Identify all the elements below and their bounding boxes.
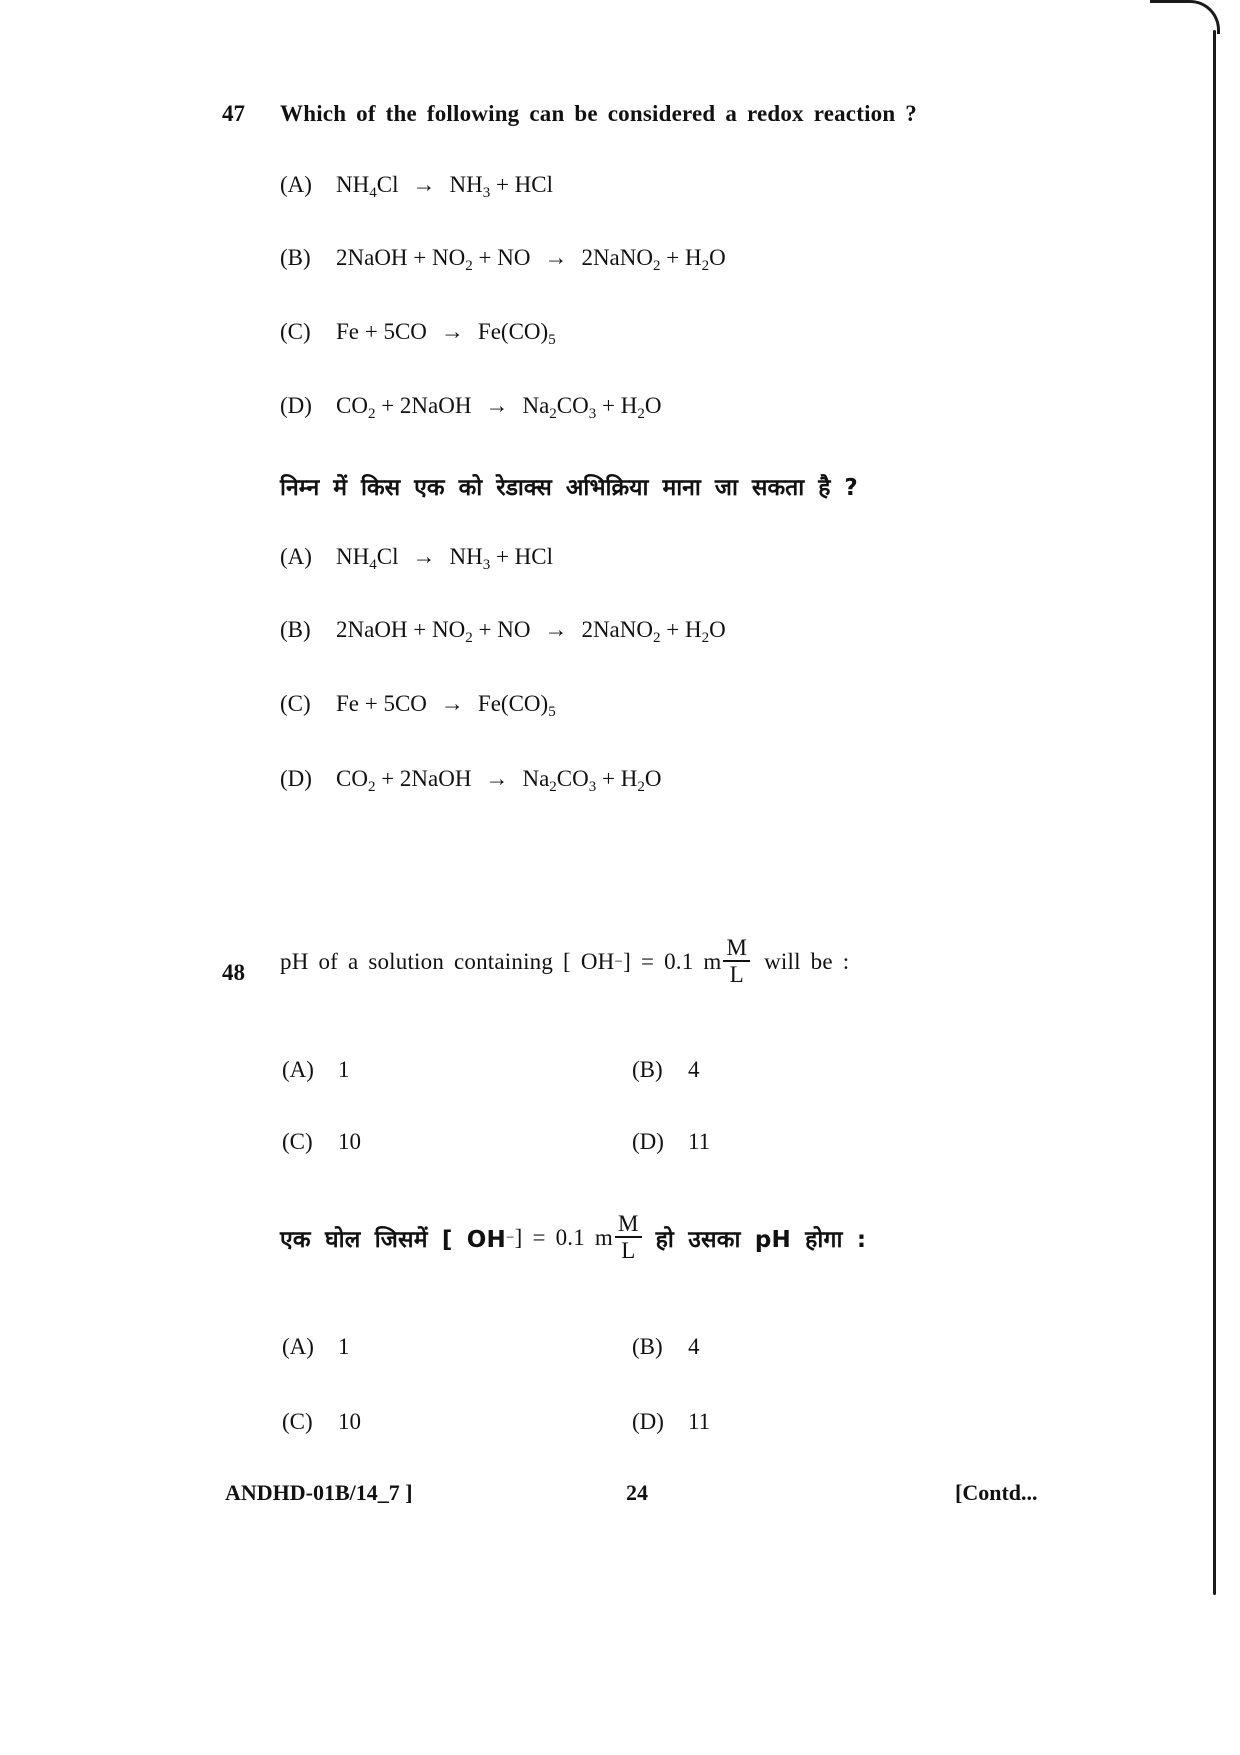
formula-part: + H	[660, 245, 702, 270]
q47-hi-option-d	[280, 766, 661, 796]
reaction-arrow: →	[440, 319, 464, 344]
formula-part: CO	[336, 766, 368, 791]
formula-subscript: 2	[652, 258, 661, 274]
formula-part: + NO	[472, 245, 531, 270]
formula-subscript: 2	[549, 406, 557, 422]
formula-subscript: 2	[465, 258, 473, 274]
formula-part: 2NaNO	[581, 245, 653, 270]
q47-en-option-d	[280, 393, 661, 423]
formula-part: CO	[556, 393, 589, 418]
formula-subscript: 5	[548, 332, 556, 348]
formula-part: Fe + 5CO	[336, 319, 427, 344]
concentration-unit-fraction	[615, 1212, 642, 1264]
q48-hi-option-a	[282, 1334, 350, 1360]
formula-part: Fe(CO)	[477, 691, 549, 716]
option-value: 11	[688, 1129, 711, 1154]
option-label: (A)	[280, 172, 312, 197]
formula-part: NH	[449, 544, 483, 569]
option-label: (B)	[632, 1334, 663, 1359]
option-label: (D)	[280, 766, 312, 791]
formula-subscript: 2	[637, 406, 645, 422]
concentration-unit-fraction	[723, 936, 750, 988]
option-label: (D)	[632, 1409, 664, 1434]
formula-subscript: 3	[588, 406, 597, 422]
stem-text: हो उसका pH होगा :	[655, 1227, 867, 1253]
q47-en-option-a	[280, 172, 553, 202]
formula-subscript: 3	[482, 557, 491, 573]
reaction-arrow: →	[485, 766, 509, 791]
formula-part: NH	[336, 172, 370, 197]
reaction-arrow: →	[440, 691, 464, 716]
formula-part: O	[644, 393, 662, 418]
stem-text: pH of a solution containing [ OH	[280, 949, 615, 974]
formula-part: 2NaOH + NO	[336, 617, 466, 642]
formula-part: CO	[556, 766, 589, 791]
option-value: 1	[338, 1057, 350, 1082]
reaction-arrow: →	[412, 544, 436, 569]
charge-superscript: −	[506, 1229, 515, 1246]
formula-subscript: 2	[637, 779, 645, 795]
formula-subscript: 5	[548, 704, 556, 720]
formula-subscript: 2	[549, 779, 557, 795]
continued-note: [Contd...	[955, 1480, 1038, 1505]
option-label: (B)	[280, 245, 311, 270]
formula-part: O	[709, 245, 726, 270]
option-label: (C)	[280, 319, 311, 344]
q48-en-option-c	[282, 1129, 361, 1155]
reaction-arrow: →	[412, 172, 436, 197]
question-47-stem-hi: निम्न में किस एक को रेडाक्स अभिक्रिया माना जा सकता है ?	[280, 475, 858, 501]
stem-text: will be :	[764, 949, 850, 974]
formula-part: Cl	[376, 544, 399, 569]
formula-part: O	[644, 766, 662, 791]
formula-subscript: 2	[701, 258, 710, 274]
page-number: 24	[626, 1480, 648, 1505]
reaction-arrow: →	[544, 245, 568, 270]
formula-part: + NO	[472, 617, 531, 642]
q48-en-option-a	[282, 1057, 350, 1083]
q48-en-option-b	[632, 1057, 700, 1083]
q47-hi-option-c	[280, 691, 556, 721]
option-label: (A)	[280, 544, 312, 569]
option-label: (D)	[632, 1129, 664, 1154]
option-label: (C)	[280, 691, 311, 716]
option-value: 11	[688, 1409, 711, 1434]
formula-part: Fe(CO)	[477, 319, 549, 344]
formula-part: O	[709, 617, 726, 642]
option-label: (A)	[282, 1334, 314, 1359]
question-48-number: 48	[222, 960, 245, 985]
formula-part: NH	[449, 172, 483, 197]
formula-subscript: 3	[482, 185, 491, 201]
stem-text: ] = 0.1 m	[623, 949, 722, 974]
formula-part: Na	[522, 393, 550, 418]
question-47-number: 47	[222, 101, 245, 126]
formula-part: + 2NaOH	[375, 393, 472, 418]
page-edge-curve	[1150, 0, 1220, 34]
stem-text: एक घोल जिसमें [ OH	[280, 1227, 506, 1253]
reaction-arrow: →	[544, 617, 568, 642]
formula-part: + H	[596, 766, 638, 791]
question-48-stem-en	[280, 936, 849, 988]
fraction-numerator: M	[723, 936, 750, 962]
q47-en-option-c	[280, 319, 556, 349]
formula-part: + HCl	[490, 544, 554, 569]
q47-hi-option-a	[280, 544, 553, 574]
formula-part: + H	[596, 393, 638, 418]
formula-part: + H	[660, 617, 702, 642]
page-edge-line	[1213, 30, 1216, 1595]
q48-hi-option-b	[632, 1334, 700, 1360]
formula-subscript: 2	[367, 406, 376, 422]
option-value: 4	[688, 1057, 700, 1082]
fraction-denominator: L	[729, 962, 744, 987]
option-value: 10	[338, 1129, 361, 1154]
paper-code: ANDHD-01B/14_7 ]	[225, 1480, 413, 1505]
option-label: (C)	[282, 1409, 313, 1434]
option-value: 1	[338, 1334, 350, 1359]
formula-subscript: 4	[369, 185, 377, 201]
option-label: (C)	[282, 1129, 313, 1154]
option-label: (A)	[282, 1057, 314, 1082]
fraction-denominator: L	[621, 1238, 636, 1263]
formula-subscript: 3	[588, 779, 597, 795]
formula-part: 2NaOH + NO	[336, 245, 466, 270]
q48-hi-option-c	[282, 1409, 361, 1435]
charge-superscript: −	[614, 953, 624, 970]
formula-part: + 2NaOH	[375, 766, 472, 791]
option-label: (B)	[280, 617, 311, 642]
formula-subscript: 2	[701, 630, 710, 646]
option-value: 4	[688, 1334, 700, 1359]
formula-part: 2NaNO	[581, 617, 653, 642]
q47-hi-option-b	[280, 617, 726, 647]
formula-part: Na	[522, 766, 550, 791]
formula-subscript: 2	[652, 630, 661, 646]
question-48-stem-hi	[280, 1212, 866, 1264]
q47-en-option-b	[280, 245, 726, 275]
formula-part: + HCl	[490, 172, 554, 197]
option-label: (B)	[632, 1057, 663, 1082]
formula-part: CO	[336, 393, 368, 418]
question-47-stem-en: Which of the following can be considered a redox reaction ?	[280, 101, 918, 126]
option-value: 10	[338, 1409, 361, 1434]
q48-en-option-d	[632, 1129, 710, 1155]
fraction-numerator: M	[615, 1212, 642, 1238]
formula-part: Cl	[376, 172, 399, 197]
option-label: (D)	[280, 393, 312, 418]
reaction-arrow: →	[485, 393, 509, 418]
formula-part: NH	[336, 544, 370, 569]
formula-subscript: 2	[465, 630, 473, 646]
q48-hi-option-d	[632, 1409, 710, 1435]
formula-part: Fe + 5CO	[336, 691, 427, 716]
formula-subscript: 4	[369, 557, 377, 573]
formula-subscript: 2	[367, 779, 376, 795]
stem-text: ] = 0.1 m	[514, 1225, 613, 1250]
